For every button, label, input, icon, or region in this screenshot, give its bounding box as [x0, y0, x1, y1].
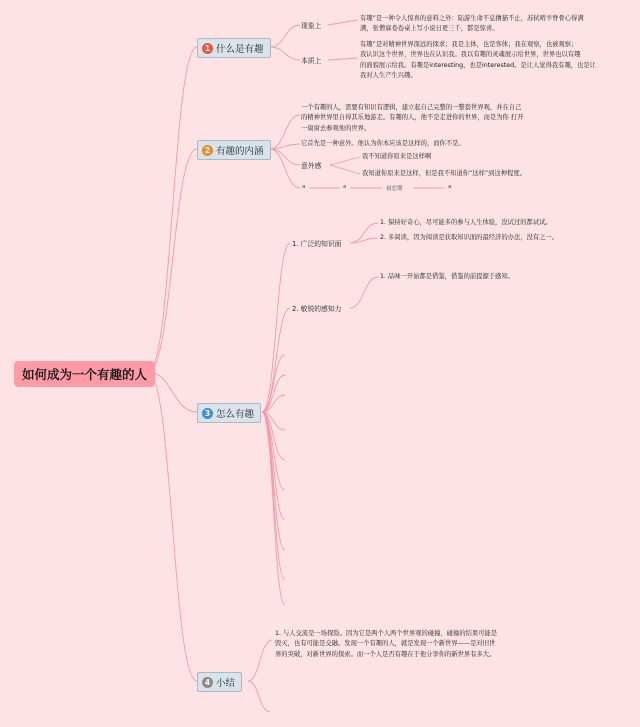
- placeholder-node[interactable]: a: [343, 184, 347, 190]
- topic-label: 小结: [216, 678, 236, 689]
- node-phenomenon[interactable]: 现象上: [301, 22, 322, 30]
- node-essence[interactable]: 本质上: [301, 57, 322, 65]
- topic-what-is-interesting[interactable]: [197, 38, 271, 58]
- connector-essence-text: [328, 58, 358, 60]
- topic-label: 有趣的内涵: [216, 146, 264, 157]
- connector-t2-bottom: [270, 149, 300, 188]
- number-badge-2: 2: [202, 145, 213, 156]
- summary-text: 1. 与人交流是一场探险。因为它是两个人两个世界观的碰撞，碰撞的结果可能是 毁灭，也有可能是交融。发现一个有趣的人，就是发现一个新世界——是对旧世 界的突破，对新世界的探索。而一个人是否有趣在于他分享你的新世界有多大。: [275, 630, 498, 658]
- node-broad-knowledge[interactable]: 1. 广泛的知识面: [292, 240, 342, 248]
- knowledge-item-2: 2. 多阅读，因为阅读是获取知识面的最经济的办法，没有之一。: [380, 234, 559, 241]
- topic-connotation[interactable]: [197, 140, 271, 160]
- surprise-item-1: 我不知道你原来是这样啊: [362, 153, 432, 160]
- placeholder-node[interactable]: a: [302, 184, 306, 190]
- connector-t3-empty-8: [262, 412, 285, 550]
- topic-label: 怎么有趣: [216, 409, 255, 420]
- surprise-item-2: 我知道你原来是这样，但是我不知道你“这样”到这种程度。: [362, 170, 526, 177]
- connector-perception-item1: [350, 277, 378, 308]
- node-first-love-period[interactable]: 初恋期: [386, 186, 403, 192]
- connector-phenomenon-text: [328, 20, 358, 25]
- node-keen-perception[interactable]: 2. 敏锐的感知力: [292, 305, 342, 313]
- topic-how-to-be-interesting[interactable]: [197, 403, 261, 423]
- root-node[interactable]: 如何成为一个有趣的人: [14, 361, 155, 387]
- connotation-paragraph: 一个有趣的人，需要有知识有逻辑，建立起自己完整的一整套世界观，并在自己 的精神世界里自得其乐地游走。有趣的人，他不是走进你的世界，而是为你 打开 一扇窗去参观他的世界。: [301, 104, 524, 132]
- essence-text: 有趣”是对精神世界深远的探求；我是主体，也是客体；我在观察，也被观察； 我认识这个世界，世界也在认识我。我以有趣的灵魂展示给世界，世界也以有趣 的面貌展示给我。有趣是interesting，也是interested。是让人觉得我有趣，也是让 我对人生产生兴趣。: [360, 41, 596, 79]
- connector-t1-essence: [270, 47, 300, 60]
- connector-knowledge-item1: [350, 223, 378, 243]
- perception-item-1: 1. 品味一开始都是借鉴，借鉴的前提源于感知。: [380, 273, 514, 280]
- connector-t4-summary: [248, 640, 272, 681]
- connector-t3-empty-10: [262, 412, 285, 605]
- number-badge-1: 1: [202, 43, 213, 54]
- connector-surprise-item1: [330, 157, 360, 165]
- connector-root-topic4: [148, 372, 197, 681]
- topic-label: 什么是有趣: [216, 44, 264, 55]
- node-surprise[interactable]: 意外感: [301, 162, 322, 170]
- connector-root-topic2: [148, 149, 197, 372]
- connector-t2-surprise: [270, 149, 300, 165]
- number-badge-3: 3: [202, 408, 213, 419]
- number-badge-4: 4: [202, 677, 213, 688]
- connector-t1-phenomenon: [270, 25, 300, 47]
- phenomenon-text: 有趣”是一种令人惊喜的意料之外：陆游生命不息撸猫不止，苏轼啃羊脊骨心得满 满，张僧寐卷卷桌上写小说日更三千，都是惊喜。: [360, 15, 584, 33]
- connector-root-topic3: [148, 372, 197, 412]
- connector-surprise-item2: [330, 165, 360, 174]
- connotation-first-point: 它首先是一种意外。他认为你本应该是这样的，而你不是。: [301, 140, 465, 147]
- placeholder-node[interactable]: a: [448, 184, 452, 190]
- connector-t4-empty: [248, 681, 270, 712]
- knowledge-item-1: 1. 保持好奇心，尽可能多的参与人生体验，没试过的都试试。: [380, 219, 552, 226]
- topic-summary[interactable]: [197, 672, 242, 692]
- connector-root-topic1: [148, 47, 197, 372]
